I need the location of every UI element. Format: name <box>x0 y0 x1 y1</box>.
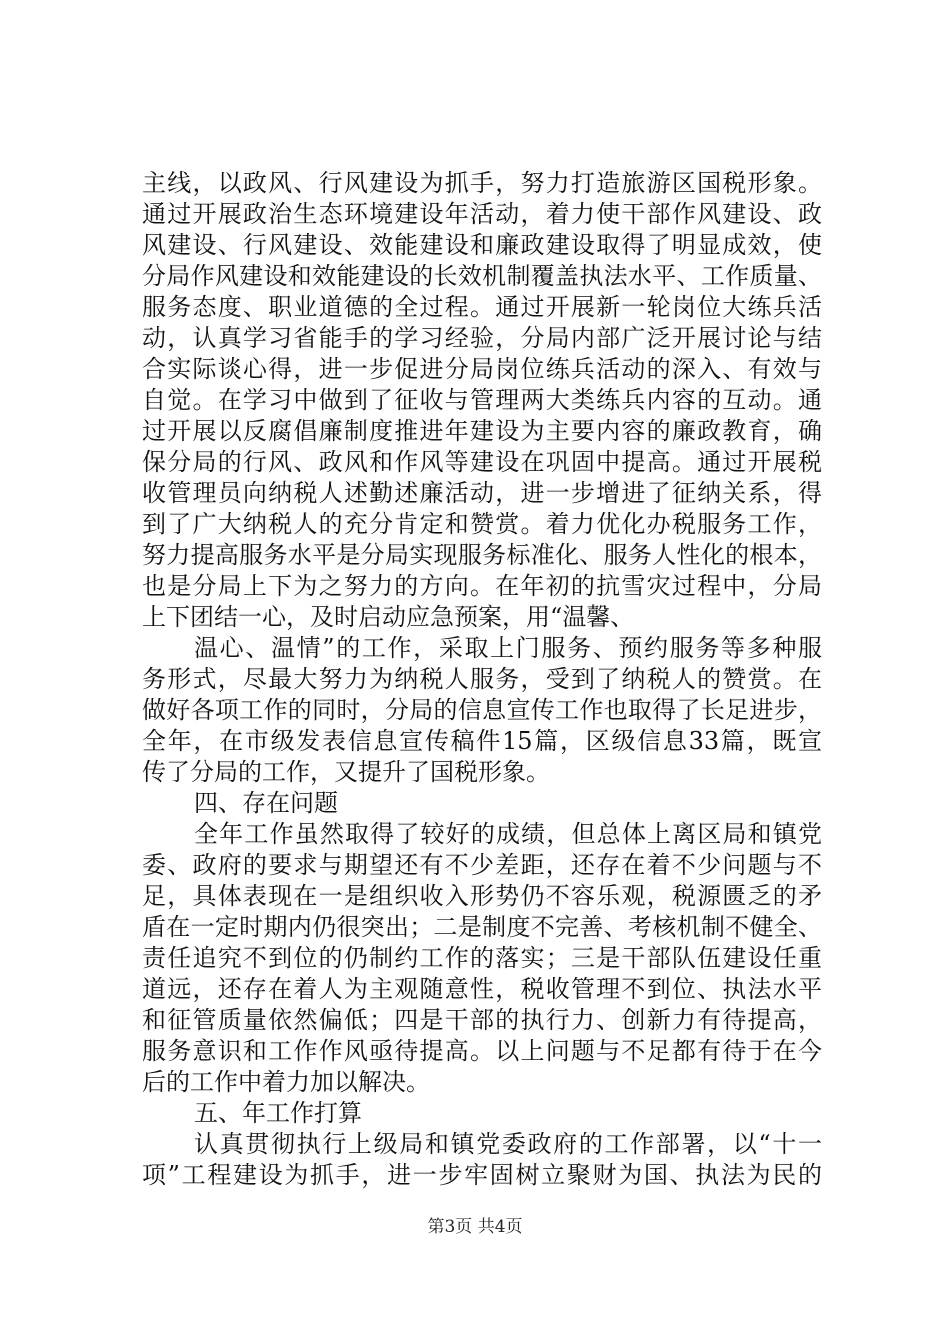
body-line: 全年，在市级发表信息宣传稿件15篇，区级信息33篇，既宣 <box>142 727 822 755</box>
body-line: 足，具体表现在一是组织收入形势仍不容乐观，税源匮乏的矛 <box>142 882 822 910</box>
body-line: 盾在一定时期内仍很突出；二是制度不完善、考核机制不健全、 <box>142 913 822 941</box>
body-line: 做好各项工作的同时，分局的信息宣传工作也取得了长足进步， <box>142 696 822 724</box>
body-line: 服务态度、职业道德的全过程。通过开展新一轮岗位大练兵活 <box>142 293 822 321</box>
body-line: 自觉。在学习中做到了征收与管理两大类练兵内容的互动。通 <box>142 386 822 414</box>
body-line: 动，认真学习省能手的学习经验，分局内部广泛开展讨论与结 <box>142 324 822 352</box>
body-line: 也是分局上下为之努力的方向。在年初的抗雪灾过程中，分局 <box>142 572 822 600</box>
body-line: 全年工作虽然取得了较好的成绩，但总体上离区局和镇党 <box>194 820 822 848</box>
body-line: 保分局的行风、政风和作风等建设在巩固中提高。通过开展税 <box>142 448 822 476</box>
body-line: 主线，以政风、行风建设为抓手，努力打造旅游区国税形象。 <box>142 169 822 197</box>
body-line: 上下团结一心，及时启动应急预案，用“温馨、 <box>142 603 635 631</box>
body-line: 过开展以反腐倡廉制度推进年建设为主要内容的廉政教育，确 <box>142 417 822 445</box>
body-line: 认真贯彻执行上级局和镇党委政府的工作部署，以“十一 <box>194 1130 822 1158</box>
section-heading: 五、年工作打算 <box>194 1099 362 1127</box>
body-line: 道远，还存在着人为主观随意性，税收管理不到位、执法水平 <box>142 975 822 1003</box>
body-line: 后的工作中着力加以解决。 <box>142 1068 430 1096</box>
body-line: 和征管质量依然偏低；四是干部的执行力、创新力有待提高， <box>142 1006 822 1034</box>
body-line: 收管理员向纳税人述勤述廉活动，进一步增进了征纳关系，得 <box>142 479 822 507</box>
page-footer: 第3页 共4页 <box>427 1217 523 1237</box>
body-line: 项”工程建设为抓手，进一步牢固树立聚财为国、执法为民的 <box>142 1161 822 1189</box>
body-line: 分局作风建设和效能建设的长效机制覆盖执法水平、工作质量、 <box>142 262 822 290</box>
section-heading: 四、存在问题 <box>194 789 338 817</box>
body-line: 服务意识和工作作风亟待提高。以上问题与不足都有待于在今 <box>142 1037 822 1065</box>
body-line: 风建设、行风建设、效能建设和廉政建设取得了明显成效，使 <box>142 231 822 259</box>
body-line: 努力提高服务水平是分局实现服务标准化、服务人性化的根本， <box>142 541 822 569</box>
body-line: 责任追究不到位的仍制约工作的落实；三是干部队伍建设任重 <box>142 944 822 972</box>
body-line: 通过开展政治生态环境建设年活动，着力使干部作风建设、政 <box>142 200 822 228</box>
body-line: 到了广大纳税人的充分肯定和赞赏。着力优化办税服务工作， <box>142 510 822 538</box>
body-line: 务形式，尽最大努力为纳税人服务，受到了纳税人的赞赏。在 <box>142 665 822 693</box>
body-line: 温心、温情”的工作，采取上门服务、预约服务等多种服 <box>194 634 822 662</box>
body-line: 合实际谈心得，进一步促进分局岗位练兵活动的深入、有效与 <box>142 355 822 383</box>
body-line: 委、政府的要求与期望还有不少差距，还存在着不少问题与不 <box>142 851 822 879</box>
body-line: 传了分局的工作，又提升了国税形象。 <box>142 758 550 786</box>
